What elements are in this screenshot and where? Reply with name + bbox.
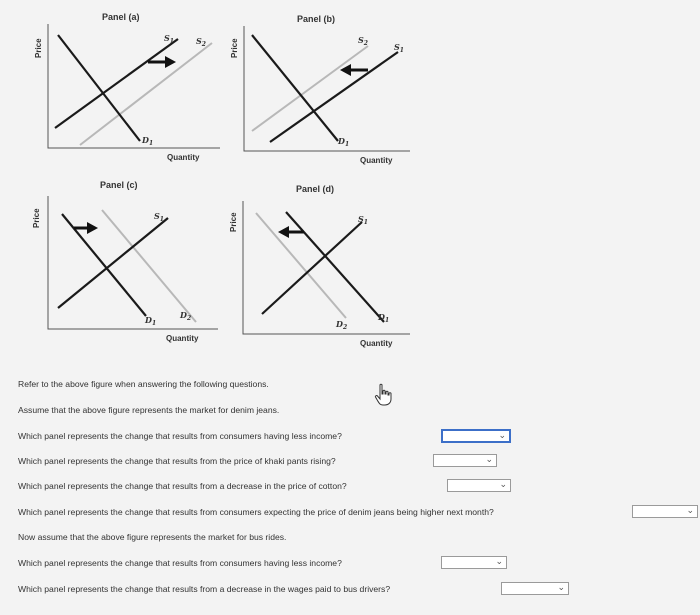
panel-a-d1-label: $D_1$ xyxy=(142,135,154,147)
panel-a-s2-label: $S_2$ xyxy=(196,36,206,48)
hand-pointer-icon xyxy=(373,383,395,407)
chevron-down-icon: ⌄ xyxy=(686,505,694,515)
panel-c-ylabel: Price xyxy=(32,208,41,228)
question-3-dropdown[interactable] xyxy=(447,479,511,492)
panel-d-xlabel: Quantity xyxy=(360,339,393,348)
chevron-down-icon: ⌄ xyxy=(498,430,506,440)
panel-d-s1-label: $S_1$ xyxy=(358,214,368,226)
question-4-dropdown[interactable] xyxy=(632,505,698,518)
panel-c-d1-label: $D_1$ xyxy=(145,315,157,327)
question-1-text: Which panel represents the change that results from consumers having less income? xyxy=(18,431,342,441)
panel-a-s1-label: $S_1$ xyxy=(164,33,174,45)
panel-d-ylabel: Price xyxy=(229,212,238,232)
panel-c-s1-label: $S_1$ xyxy=(154,211,164,223)
panel-a-xlabel: Quantity xyxy=(167,153,200,162)
chevron-down-icon: ⌄ xyxy=(499,479,507,489)
panel-a-ylabel: Price xyxy=(34,38,43,58)
question-3-text: Which panel represents the change that results from a decrease in the price of cotton? xyxy=(18,481,347,491)
panel-b-d1-label: $D_1$ xyxy=(338,136,350,148)
question-2-dropdown[interactable] xyxy=(433,454,497,467)
chevron-down-icon: ⌄ xyxy=(557,582,565,592)
panel-c-xlabel: Quantity xyxy=(166,334,199,343)
panel-d-title: Panel (d) xyxy=(296,184,335,194)
context-denim: Assume that the above figure represents the market for denim jeans. xyxy=(18,405,280,415)
question-5-dropdown[interactable] xyxy=(441,556,507,569)
panel-d-d1-label: $D_1$ xyxy=(378,312,390,324)
panel-b-xlabel: Quantity xyxy=(360,156,393,165)
chevron-down-icon: ⌄ xyxy=(485,454,493,464)
panel-c-title: Panel (c) xyxy=(100,180,138,190)
panel-d-d2-label: $D_2$ xyxy=(336,319,348,331)
question-4-text: Which panel represents the change that results from consumers expecting the price of denim jeans being higher next month? xyxy=(18,507,494,517)
intro-text: Refer to the above figure when answering the following questions. xyxy=(18,379,269,389)
panel-b-s1-label: $S_1$ xyxy=(394,42,404,54)
panel-c-d2-label: $D_2$ xyxy=(180,310,192,322)
panel-b-ylabel: Price xyxy=(230,38,239,58)
panel-a-title: Panel (a) xyxy=(102,12,140,22)
question-6-text: Which panel represents the change that results from a decrease in the wages paid to bus drivers? xyxy=(18,584,391,594)
panel-b-title: Panel (b) xyxy=(297,14,336,24)
question-5-text: Which panel represents the change that results from consumers having less income? xyxy=(18,558,342,568)
context-bus: Now assume that the above figure represents the market for bus rides. xyxy=(18,532,287,542)
question-1-dropdown[interactable] xyxy=(441,429,511,443)
chevron-down-icon: ⌄ xyxy=(495,556,503,566)
question-2-text: Which panel represents the change that results from the price of khaki pants rising? xyxy=(18,456,336,466)
panel-b-s2-label: $S_2$ xyxy=(358,35,368,47)
question-6-dropdown[interactable] xyxy=(501,582,569,595)
